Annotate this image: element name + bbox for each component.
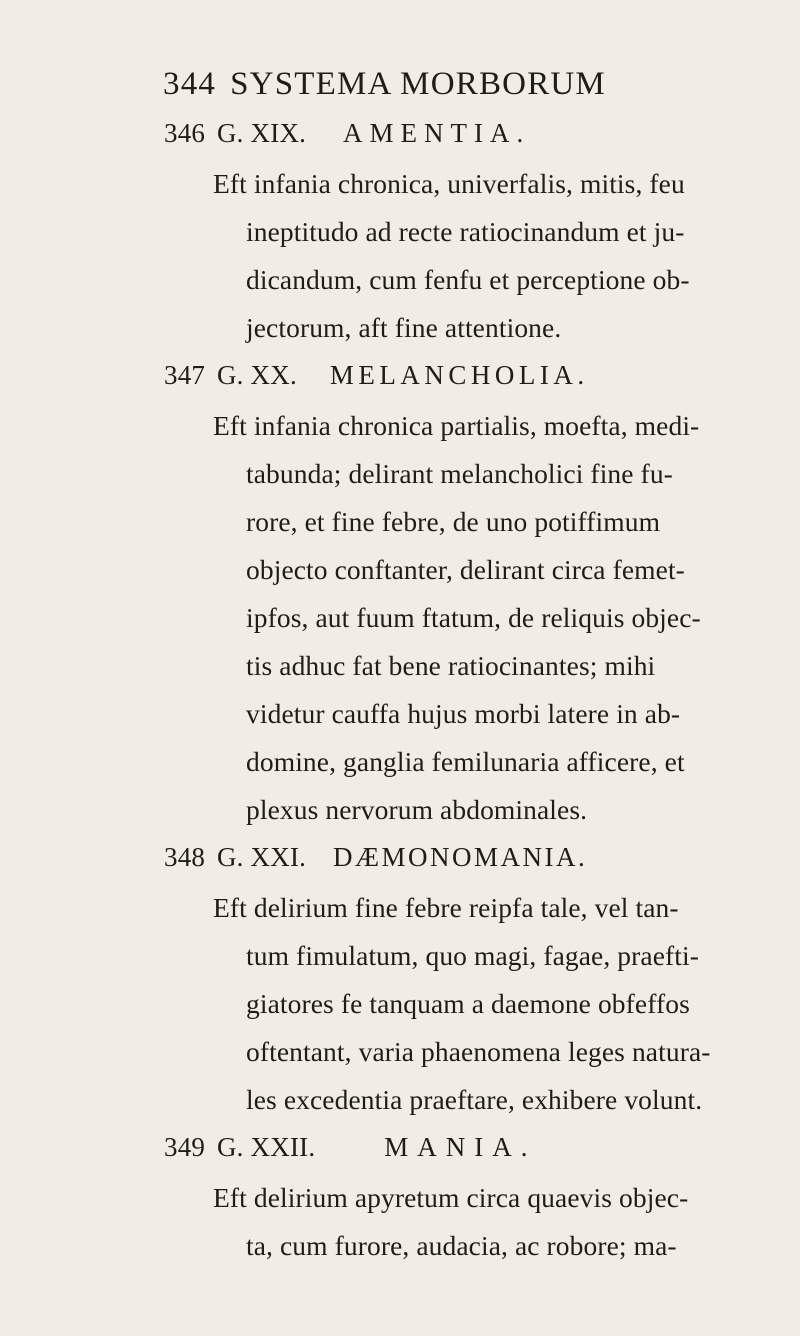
text-line: ta, cum furore, audacia, ac robore; ma- — [246, 1230, 677, 1261]
genus-label: G. XXI. — [216, 842, 307, 872]
entry-heading-347 — [164, 360, 589, 391]
text-line: Eft delirium apyretum circa quaevis objec- — [213, 1182, 689, 1213]
entry-heading-349 — [164, 1132, 536, 1163]
page-number: 344 — [163, 66, 217, 102]
text-line: tabunda; delirant melancholici fine fu- — [246, 458, 673, 489]
text-line: jectorum, aft fine attentione. — [246, 312, 562, 343]
text-line: tum fimulatum, quo magi, fagae, praefti- — [246, 940, 700, 971]
running-title: SYSTEMA MORBORUM — [230, 66, 606, 102]
text-line: dicandum, cum fenfu et perceptione ob- — [246, 264, 690, 295]
text-line: giatores fe tanquam a daemone obfeffos — [246, 988, 690, 1019]
text-line: videtur cauffa hujus morbi latere in ab- — [246, 698, 681, 729]
entry-number: 348 — [164, 842, 206, 872]
text-line: objecto conftanter, delirant circa femet- — [246, 554, 685, 585]
entry-number: 347 — [164, 360, 206, 390]
genus-label: G. XXII. — [216, 1132, 316, 1162]
text-line: ipfos, aut fuum ftatum, de reliquis objec- — [246, 602, 701, 633]
text-line: rore, et fine febre, de uno potiffimum — [246, 506, 661, 537]
text-line: plexus nervorum abdominales. — [246, 794, 588, 825]
genus-label: G. XX. — [216, 360, 297, 390]
entry-number: 349 — [164, 1132, 206, 1162]
entry-heading-346 — [164, 118, 530, 149]
disease-name: MANIA. — [384, 1132, 537, 1162]
text-line: les excedentia praeftare, exhibere volunt. — [246, 1084, 703, 1115]
running-head — [163, 66, 606, 103]
text-line: ineptitudo ad recte ratiocinandum et ju- — [246, 216, 685, 247]
disease-name: MELANCHOLIA. — [329, 360, 589, 390]
text-line: tis adhuc fat bene ratiocinantes; mihi — [246, 650, 656, 681]
text-line: Eft infania chronica partialis, moefta, medi- — [213, 410, 700, 441]
genus-label: G. XIX. — [216, 118, 307, 148]
text-line: oftentant, varia phaenomena leges natura- — [246, 1036, 711, 1067]
text-line: Eft delirium fine febre reipfa tale, vel tan- — [213, 892, 679, 923]
entry-heading-348 — [164, 842, 587, 873]
entry-number: 346 — [164, 118, 206, 148]
disease-name: AMENTIA. — [343, 118, 531, 148]
text-line: domine, ganglia femilunaria afficere, et — [246, 746, 685, 777]
text-line: Eft infania chronica, univerfalis, mitis, feu — [213, 168, 685, 199]
disease-name: DÆMONOMANIA. — [333, 842, 588, 872]
